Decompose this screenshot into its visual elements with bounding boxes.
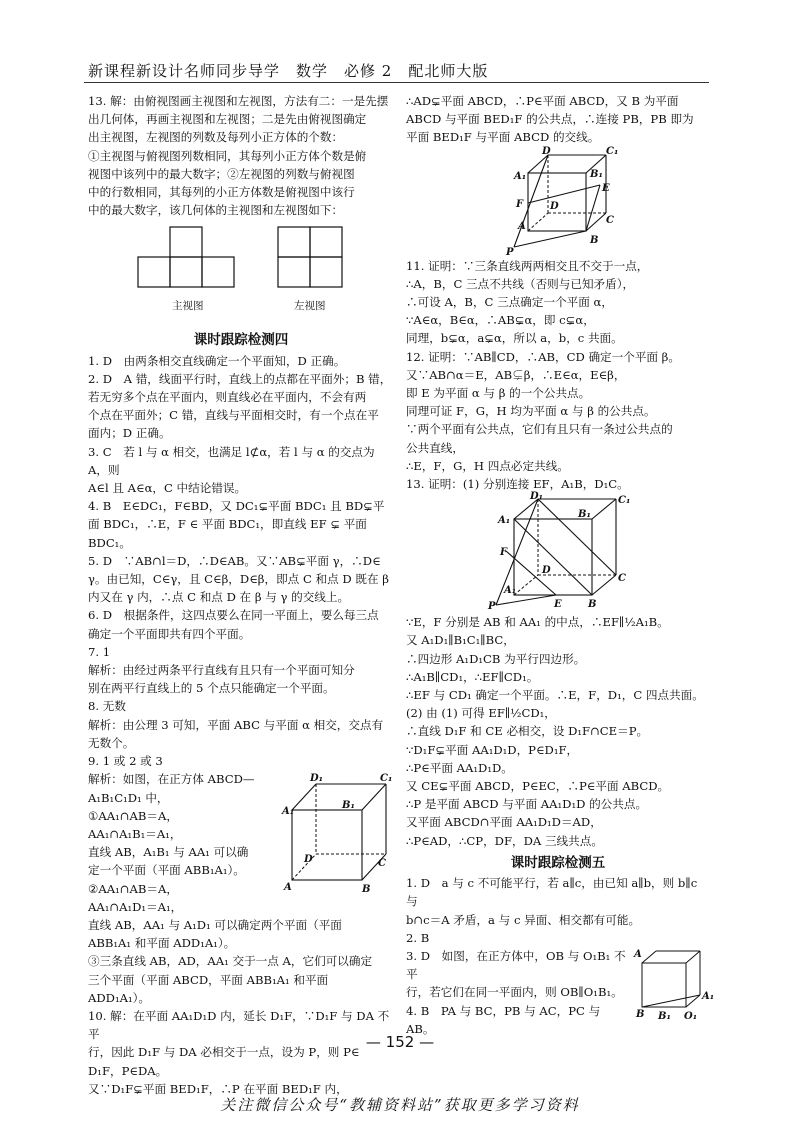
text-line: 无数个。	[88, 735, 135, 750]
three-view-svg	[128, 219, 368, 323]
svg-text:B: B	[588, 599, 597, 611]
cube-figure-q9	[278, 770, 393, 910]
svg-text:B₁: B₁	[590, 168, 603, 180]
text-line: 确定一个平面即共有四个平面。	[88, 626, 251, 641]
text-line: 解析：由经过两条平行直线有且只有一个平面可知分	[88, 663, 355, 678]
text-line: BDC₁。	[88, 535, 131, 550]
text-line: 10. 解：在平面 AA₁D₁D 内，延长 D₁F，∵D₁F 与 DA 不平	[88, 1008, 390, 1042]
svg-text:O₁: O₁	[684, 1010, 698, 1022]
text-line: 12. 证明：∵AB∥CD，∴AB，CD 确定一个平面 β。	[406, 349, 680, 364]
text-line: 9. 1 或 2 或 3	[88, 754, 163, 769]
text-line: D₁F，P∈DA。	[88, 1063, 168, 1078]
svg-text:D₁: D₁	[310, 773, 324, 785]
answers-4-text	[88, 352, 394, 771]
text-line: 2. B	[406, 930, 430, 945]
text-line: A∈l 且 A∈α，C 中结论错误。	[88, 481, 247, 496]
text-line: γ。由已知，C∈γ，且 C∈β，D∈β，即点 C 和点 D 既在 β	[88, 572, 389, 587]
text-line: 3. D 如图，在正方体中，OB 与 O₁B₁ 不平	[406, 948, 626, 982]
text-line: 即 E 为平面 α 与 β 的一个公共点。	[406, 386, 591, 401]
text-line: 出主视图，左视图的列数及每列小正方体的个数：	[88, 130, 344, 145]
q13-figure	[406, 493, 710, 613]
text-line: ∴AD⊊平面 ABCD，∴P∈平面 ABCD，又 B 为平面	[406, 94, 679, 108]
svg-text:B: B	[362, 884, 371, 896]
answer-13-cont-text	[406, 613, 710, 850]
svg-text:A: A	[518, 220, 526, 232]
text-line: ∴P∈平面 AA₁D₁D。	[406, 760, 513, 775]
svg-text:B: B	[590, 234, 599, 246]
text-line: ADD₁A₁）。	[88, 990, 151, 1005]
svg-text:A₁: A₁	[504, 585, 517, 597]
q3-text	[406, 947, 632, 1038]
text-line: 又∵D₁F⊊平面 BED₁F，∴P 在平面 BED₁F 内，	[88, 1081, 348, 1096]
text-line: 又平面 ABCD∩平面 AA₁D₁D＝AD，	[406, 815, 602, 830]
q9-block	[88, 770, 394, 916]
text-line: ∴直线 D₁F 和 CE 必相交，设 D₁F∩CE＝P。	[406, 724, 649, 739]
text-line: 直线 AB，AA₁ 与 A₁D₁ 可以确定两个平面（平面	[88, 917, 342, 932]
text-line: ①主视图与俯视图列数相同，其每列小正方体个数是俯	[88, 148, 367, 163]
svg-text:B₁: B₁	[578, 509, 591, 521]
text-line: (2) 由 (1) 可得 EF∥½CD₁，	[406, 706, 556, 721]
right-column	[406, 92, 715, 1038]
svg-text:A₁: A₁	[282, 806, 295, 818]
text-line: ∴四边形 A₁D₁CB 为平行四边形。	[406, 651, 586, 666]
text-line: 又∵AB∩α＝E，AB⊊β，∴E∈α，E∈β，	[406, 367, 626, 382]
svg-text:D: D	[542, 565, 551, 577]
views-figure	[88, 219, 394, 327]
text-line: 行，因此 D₁F 与 DA 必相交于一点，设为 P，则 P∈	[88, 1045, 360, 1060]
svg-text:F: F	[516, 198, 524, 210]
text-line: 别在两平行直线上的 5 个点只能确定一个平面。	[88, 681, 335, 696]
text-line: ABB₁A₁ 和平面 ADD₁A₁）。	[88, 936, 236, 951]
text-line: 又 CE⊊平面 ABCD，P∈EC，∴P∈平面 ABCD。	[406, 779, 670, 794]
svg-text:A₁: A₁	[702, 990, 715, 1002]
svg-text:D₁: D₁	[530, 491, 544, 503]
text-line: 又 A₁D₁∥B₁C₁∥BC，	[406, 633, 515, 648]
text-line: 平面 BED₁F 与平面 ABCD 的交线。	[406, 130, 600, 145]
text-line: ∴E，F，G，H 四点必定共线。	[406, 458, 569, 473]
q9-text	[88, 770, 278, 916]
left-column	[88, 92, 394, 1098]
text-line: A₁B₁C₁D₁ 中，	[88, 790, 169, 805]
text-line: 4. B PA 与 BC，PB 与 AC，PC 与 AB。	[406, 1003, 601, 1036]
text-line: 8. 无数	[88, 699, 126, 714]
svg-text:C: C	[618, 573, 626, 585]
text-line: 11. 证明：∵三条直线两两相交且不交于一点，	[406, 258, 649, 273]
svg-text:E: E	[554, 599, 562, 611]
text-line: 1. D a 与 c 不可能平行，若 a∥c，由已知 a∥b，则 b∥c 与	[406, 876, 698, 909]
text-line: ∵两个平面有公共点，它们有且只有一条过公共点的	[406, 422, 673, 437]
text-line: 出几何体，再画主视图和左视图；二是先由俯视图确定	[88, 112, 367, 127]
text-line: 个点在平面外；C 错，直线与平面相交时，有一个点在平	[88, 408, 379, 423]
text-line: 定一个平面（平面 ABB₁A₁）。	[88, 863, 245, 878]
text-line: ∴P 是平面 ABCD 与平面 AA₁D₁D 的公共点。	[406, 797, 648, 812]
svg-text:F: F	[500, 547, 508, 559]
svg-text:C₁: C₁	[606, 145, 619, 157]
text-line: 3. C 若 l 与 α 相交，也满足 l⊄α，若 l 与 α 的交点为 A，则	[88, 444, 375, 477]
front-view-caption: 主视图	[172, 300, 204, 313]
text-line: ∴A₁B∥CD₁，∴EF∥CD₁。	[406, 669, 539, 684]
text-line: 13. 解：由俯视图画主视图和左视图，方法有二：一是先摆	[88, 94, 389, 108]
svg-text:B: B	[636, 1008, 645, 1020]
text-line: 同理可证 F，G，H 均为平面 α 与 β 的公共点。	[406, 404, 656, 419]
text-line: AA₁∩A₁B₁＝A₁，	[88, 826, 182, 841]
answers-9-10-text	[88, 916, 394, 1098]
text-line: 三个平面（平面 ABCD，平面 ABB₁A₁ 和平面	[88, 972, 329, 987]
cube-figure-5q3	[632, 947, 715, 1022]
text-line: 内又在 γ 内，∴点 C 和点 D 在 β 与 γ 的交线上。	[88, 590, 350, 605]
text-line: 若无穷多个点在平面内，则直线必在平面内，不会有两	[88, 390, 367, 405]
page-header: 新课程新设计名师同步导学 数学 必修 2 配北师大版	[88, 62, 489, 80]
text-line: 5. D ∵AB∩l＝D，∴D∈AB。又∵AB⊊平面 γ，∴D∈	[88, 553, 381, 568]
text-line: 1. D 由两条相交直线确定一个平面知，D 正确。	[88, 353, 346, 368]
text-line: ∴A，B，C 三点不共线（否则与已知矛盾），	[406, 276, 635, 291]
cube-figure-q13	[486, 493, 646, 611]
header-rule	[84, 82, 709, 83]
text-line: 同理，b⊊α，a⊊α，所以 a，b，c 共面。	[406, 331, 623, 346]
answers-5-text	[406, 874, 710, 947]
svg-text:B₁: B₁	[658, 1010, 671, 1022]
text-line: 2. D A 错，线面平行时，直线上的点都在平面外；B 错，	[88, 371, 392, 386]
svg-text:P: P	[488, 601, 496, 613]
left-view-caption: 左视图	[294, 300, 326, 313]
text-line: 行，若它们在同一平面内，则 OB∥O₁B₁。	[406, 985, 623, 1000]
section-title-4: 课时跟踪检测四	[193, 332, 289, 349]
svg-text:D: D	[304, 854, 313, 866]
text-line: ∴可设 A，B，C 三点确定一个平面 α，	[406, 295, 613, 310]
svg-text:A₁: A₁	[498, 515, 511, 527]
text-line: 解析：由公理 3 可知，平面 ABC 与平面 α 相交，交点有	[88, 717, 384, 732]
svg-text:C₁: C₁	[380, 773, 393, 785]
svg-text:A: A	[284, 882, 292, 894]
text-line: 公共直线，	[406, 440, 464, 455]
text-line: 4. B E∈DC₁，F∈BD，又 DC₁⊊平面 BDC₁ 且 BD⊊平	[88, 499, 385, 514]
text-line: b∩c＝A 矛盾，a 与 c 异面、相交都有可能。	[406, 912, 641, 927]
answer-10-cont-text	[406, 92, 710, 147]
cube-figure-q10	[506, 145, 619, 258]
svg-text:B₁: B₁	[342, 800, 355, 812]
svg-text:C: C	[378, 858, 386, 870]
svg-text:A₁: A₁	[514, 170, 527, 182]
q10-figure	[406, 147, 710, 257]
page-number: — 152 —	[365, 1033, 435, 1051]
text-line: AA₁∩A₁D₁＝A₁，	[88, 899, 183, 914]
svg-text:D: D	[550, 200, 559, 212]
text-line: 面 BDC₁，∴E，F ∈ 平面 BDC₁，即直线 EF ⊊ 平面	[88, 517, 367, 532]
text-line: 解析：如图，在正方体 ABCD—	[88, 772, 255, 787]
text-line: 中的行数相同，其每列的小正方体数是俯视图中该行	[88, 185, 355, 200]
text-line: 中的最大数字，该几何体的主视图和左视图如下：	[88, 203, 344, 218]
footer-note: 关注微信公众号“教辅资料站”获取更多学习资料	[220, 1096, 580, 1114]
text-line: 面内；D 正确。	[88, 426, 171, 441]
svg-text:C₁: C₁	[618, 495, 631, 507]
text-line: ①AA₁∩AB＝A，	[88, 808, 178, 823]
text-line: 6. D 根据条件，这四点要么在同一平面上，要么每三点	[88, 608, 379, 623]
text-line: ②AA₁∩AB＝A，	[88, 881, 178, 896]
text-line: 视图中该列中的最大数字；②左视图的列数与俯视图	[88, 166, 355, 181]
text-line: ABCD 与平面 BED₁F 的公共点，∴连接 PB，PB 即为	[406, 112, 694, 127]
answer-13-text	[88, 92, 394, 219]
svg-text:D: D	[542, 145, 551, 157]
svg-text:A: A	[634, 948, 642, 960]
text-line: ∵E，F 分别是 AB 和 AA₁ 的中点，∴EF∥½A₁B。	[406, 615, 669, 630]
svg-text:P: P	[506, 246, 514, 258]
svg-text:C: C	[606, 214, 614, 226]
text-line: 7. 1	[88, 644, 111, 659]
svg-text:E: E	[602, 182, 610, 194]
text-line: ③三条直线 AB，AD，AA₁ 交于一点 A，它们可以确定	[88, 954, 373, 969]
text-line: 直线 AB，A₁B₁ 与 AA₁ 可以确	[88, 845, 249, 860]
text-line: 13. 证明：(1) 分别连接 EF，A₁B，D₁C。	[406, 477, 629, 492]
answers-11-13-text	[406, 257, 710, 494]
q3-block	[406, 947, 715, 1038]
text-line: ∵A∈α，B∈α，∴AB⊊α，即 c⊊α，	[406, 313, 595, 328]
text-line: ∴EF 与 CD₁ 确定一个平面。∴E，F，D₁，C 四点共面。	[406, 688, 704, 703]
section-title-5: 课时跟踪检测五	[510, 854, 606, 871]
text-line: ∴P∈AD，∴CP，DF，DA 三线共点。	[406, 833, 603, 848]
text-line: ∵D₁F⊊平面 AA₁D₁D，P∈D₁F，	[406, 742, 579, 757]
